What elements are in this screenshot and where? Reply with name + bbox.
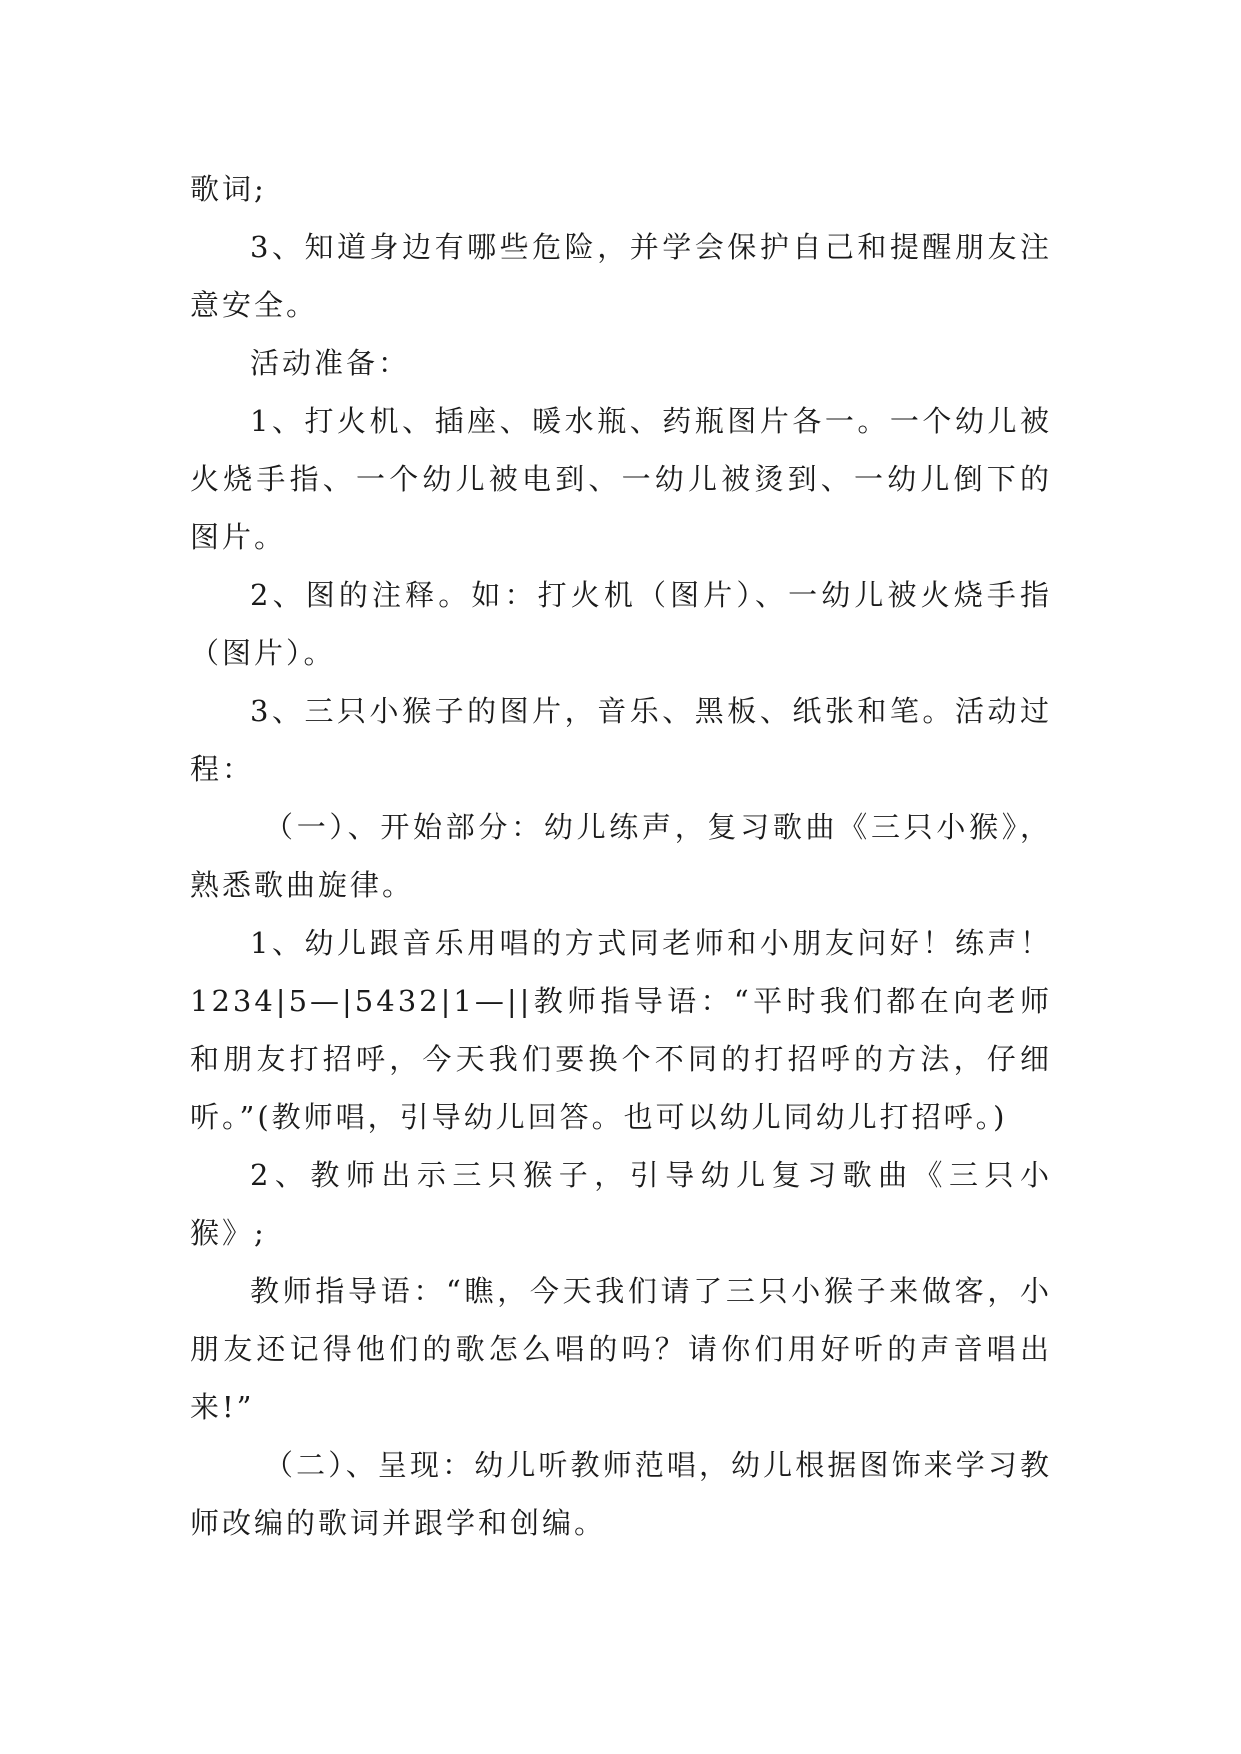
section-heading-part-1: （一）、开始部分：幼儿练声，复习歌曲《三只小猴》，熟悉歌曲旋律。 (190, 810, 1052, 902)
paragraph-preparation-2: 2、图的注释。如：打火机（图片）、一幼儿被火烧手指（图片）。 (190, 578, 1052, 670)
paragraph-preparation-1: 1、打火机、插座、暖水瓶、药瓶图片各一。一个幼儿被火烧手指、一个幼儿被电到、一幼儿被烫到、一幼儿倒下的图片。 (190, 404, 1052, 554)
paragraph-step-1: 1、幼儿跟音乐用唱的方式同老师和小朋友问好！练声！1234|5—|5432|1—||教师指导语：“平时我们都在向老师和朋友打招呼，今天我们要换个不同的打招呼的方法，仔细听。”(教师唱，引导幼儿回答。也可以幼儿同幼儿打招呼。) (190, 926, 1052, 1134)
paragraph-goal-3: 3、知道身边有哪些危险，并学会保护自己和提醒朋友注意安全。 (190, 230, 1052, 322)
paragraph-step-2: 2、教师出示三只猴子，引导幼儿复习歌曲《三只小猴》; (190, 1158, 1052, 1250)
section-heading-part-2: （二）、呈现：幼儿听教师范唱，幼儿根据图饰来学习教师改编的歌词并跟学和创编。 (190, 1448, 1052, 1540)
document-body (190, 160, 1052, 1552)
section-heading-preparation: 活动准备： (250, 346, 411, 380)
paragraph-lyrics-end: 歌词; (190, 172, 267, 206)
paragraph-preparation-3: 3、三只小猴子的图片，音乐、黑板、纸张和笔。活动过程： (190, 694, 1052, 786)
paragraph-teacher-guide: 教师指导语：“瞧，今天我们请了三只小猴子来做客，小朋友还记得他们的歌怎么唱的吗？请你们用好听的声音唱出来!” (190, 1274, 1052, 1424)
